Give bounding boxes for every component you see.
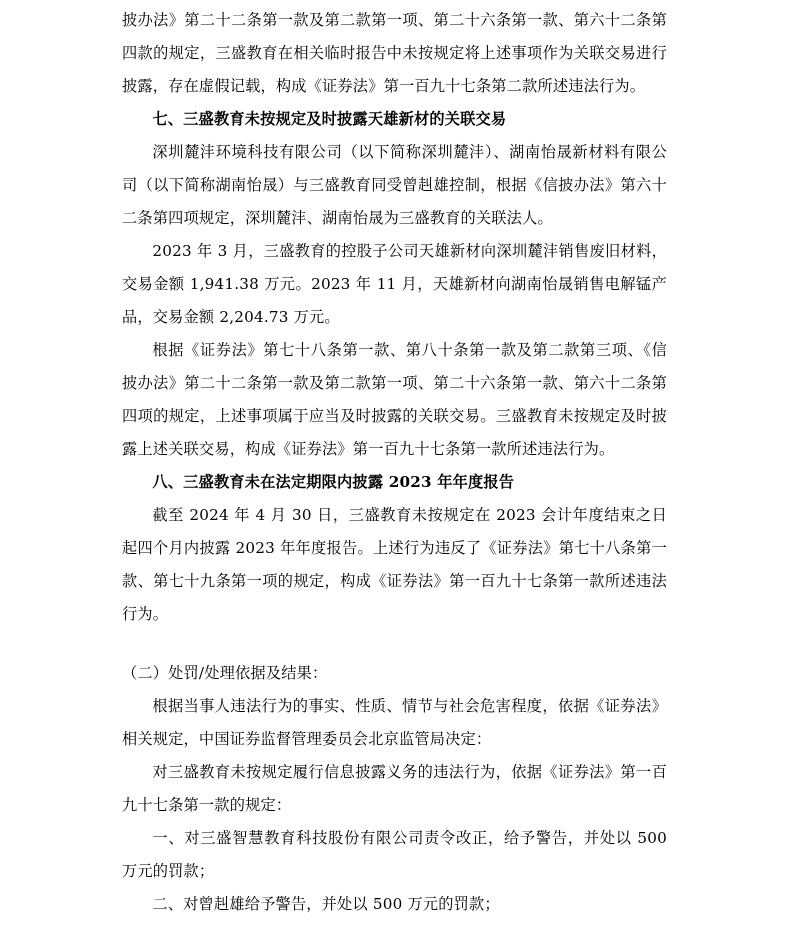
paragraph-penalty-2: 对三盛教育未按规定履行信息披露义务的违法行为，依据《证券法》第一百九十七条第一款的规定： (122, 763, 667, 814)
paragraph-seven-2: 2023 年 3 月，三盛教育的控股子公司天雄新材向深圳麓沣销售废旧材料，交易金额 1,941.38 万元。2023 年 11 月，天雄新材向湖南怡晟销售电解锰产品，交易金额 2,204.73 万元。 (122, 242, 667, 326)
section-heading-seven: 七、三盛教育未按规定及时披露天雄新材的关联交易 (152, 110, 507, 128)
paragraph-seven-3: 根据《证券法》第七十八条第一款、第八十条第一款及第二款第三项、《信披办法》第二十二条第一款及第二款第一项、第二十六条第一款、第六十二条第四项的规定，上述事项属于应当及时披露的关联交易。三盛教育未按规定及时披露上述关联交易，构成《证券法》第一百九十七条第一款所述违法行为。 (122, 341, 667, 458)
paragraph-eight-1: 截至 2024 年 4 月 30 日，三盛教育未按规定在 2023 会计年度结束之日起四个月内披露 2023 年年度报告。上述行为违反了《证券法》第七十八条第一款、第七十九条第一项的规定，构成《证券法》第一百九十七条第一款所述违法行为。 (122, 506, 667, 623)
paragraph-penalty-item-2: 二、对曾赳雄给予警告，并处以 500 万元的罚款； (152, 895, 500, 913)
section-label-two: （二）处罚/处理依据及结果： (122, 664, 328, 682)
section-gap (122, 631, 667, 657)
paragraph-penalty-item-1: 一、对三盛智慧教育科技股份有限公司责令改正，给予警告，并处以 500 万元的罚款； (122, 829, 667, 880)
paragraph-continued: 披办法》第二十二条第一款及第二款第一项、第二十六条第一款、第六十二条第四款的规定，三盛教育在相关临时报告中未按规定将上述事项作为关联交易进行披露，存在虚假记载，构成《证券法》第一百九十七条第二款所述违法行为。 (122, 11, 667, 95)
document-body (122, 0, 667, 921)
section-heading-eight: 八、三盛教育未在法定期限内披露 2023 年年度报告 (152, 473, 515, 491)
paragraph-penalty-1: 根据当事人违法行为的事实、性质、情节与社会危害程度，依据《证券法》相关规定，中国证券监督管理委员会北京监管局决定： (122, 697, 667, 748)
paragraph-seven-1: 深圳麓沣环境科技有限公司（以下简称深圳麓沣）、湖南怡晟新材料有限公司（以下简称湖南怡晟）与三盛教育同受曾赳雄控制，根据《信披办法》第六十二条第四项规定，深圳麓沣、湖南怡晟为三盛教育的关联法人。 (122, 143, 667, 227)
